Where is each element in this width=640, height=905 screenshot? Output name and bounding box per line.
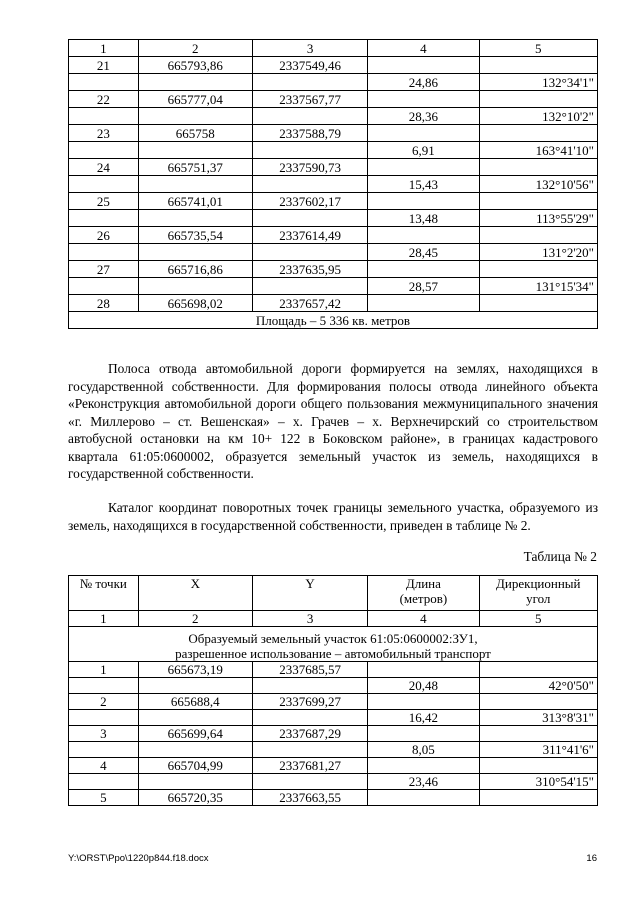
section-title-line1: Образуемый земельный участок 61:05:0600002:ЗУ1, [188,631,478,646]
length-cell: 20,48 [368,678,479,694]
point-number-cell [69,244,139,261]
header-angle-line2: угол [526,591,551,606]
x-coordinate-cell: 665735,54 [138,227,252,244]
direction-angle-cell [479,662,598,678]
y-coordinate-cell: 2337590,73 [252,159,367,176]
table-row [69,142,598,159]
column-number-cell: 5 [479,611,598,627]
table-row [69,210,598,227]
length-cell [368,295,479,312]
y-coordinate-cell [252,774,367,790]
y-coordinate-cell [252,678,367,694]
header-length-line1: Длина [405,576,441,591]
point-number-cell: 1 [69,662,139,678]
point-number-cell: 24 [69,159,139,176]
length-cell [368,694,479,710]
footer-page-number: 16 [586,853,597,864]
direction-angle-cell: 311°41'6" [479,742,598,758]
coordinates-table-2 [68,575,598,806]
x-coordinate-cell: 665716,86 [138,261,252,278]
table-column-numbers-row [69,40,598,57]
x-coordinate-cell [138,278,252,295]
table-row [69,678,598,694]
point-number-cell: 4 [69,758,139,774]
column-number-cell: 4 [368,40,479,57]
x-coordinate-cell [138,176,252,193]
x-coordinate-cell: 665720,35 [138,790,252,806]
x-coordinate-cell: 665758 [138,125,252,142]
y-coordinate-cell: 2337588,79 [252,125,367,142]
y-coordinate-cell: 2337614,49 [252,227,367,244]
point-number-cell [69,678,139,694]
header-length [368,576,479,611]
table-row [69,125,598,142]
table-row [69,193,598,210]
y-coordinate-cell [252,710,367,726]
length-cell: 16,42 [368,710,479,726]
length-cell [368,662,479,678]
y-coordinate-cell [252,244,367,261]
header-angle [479,576,598,611]
point-number-cell [69,176,139,193]
length-cell [368,159,479,176]
table-row [69,774,598,790]
area-total: Площадь – 5 336 кв. метров [69,312,598,329]
table-column-numbers-row [69,611,598,627]
point-number-cell: 25 [69,193,139,210]
y-coordinate-cell: 2337549,46 [252,57,367,74]
direction-angle-cell: 132°10'2" [479,108,598,125]
y-coordinate-cell: 2337699,27 [252,694,367,710]
column-number-cell: 1 [69,611,139,627]
section-title-line2: разрешенное использование – автомобильный транспорт [175,646,491,661]
point-number-cell [69,278,139,295]
table-section-row [69,627,598,662]
length-cell: 8,05 [368,742,479,758]
length-cell [368,790,479,806]
direction-angle-cell: 163°41'10" [479,142,598,159]
table-row [69,57,598,74]
direction-angle-cell: 131°2'20" [479,244,598,261]
table-row [69,710,598,726]
x-coordinate-cell [138,142,252,159]
table-row [69,176,598,193]
x-coordinate-cell: 665793,86 [138,57,252,74]
header-point-number: № точки [69,576,139,611]
point-number-cell: 28 [69,295,139,312]
direction-angle-cell [479,758,598,774]
x-coordinate-cell [138,210,252,227]
table-header-row [69,576,598,611]
x-coordinate-cell [138,108,252,125]
direction-angle-cell: 310°54'15" [479,774,598,790]
length-cell: 23,46 [368,774,479,790]
header-x: X [138,576,252,611]
x-coordinate-cell [138,678,252,694]
table-row [69,261,598,278]
length-cell [368,227,479,244]
x-coordinate-cell [138,74,252,91]
direction-angle-cell [479,295,598,312]
table-row [69,758,598,774]
direction-angle-cell [479,261,598,278]
x-coordinate-cell [138,710,252,726]
direction-angle-cell: 313°8'31" [479,710,598,726]
length-cell [368,193,479,210]
y-coordinate-cell: 2337657,42 [252,295,367,312]
point-number-cell [69,142,139,159]
direction-angle-cell [479,726,598,742]
direction-angle-cell [479,193,598,210]
x-coordinate-cell: 665688,4 [138,694,252,710]
y-coordinate-cell [252,74,367,91]
length-cell: 6,91 [368,142,479,159]
point-number-cell: 3 [69,726,139,742]
table-row [69,159,598,176]
footer-file-path: Y:\ORST\Ppo\1220p844.f18.docx [68,853,209,864]
table-row [69,726,598,742]
column-number-cell: 4 [368,611,479,627]
point-number-cell: 27 [69,261,139,278]
table-row [69,295,598,312]
y-coordinate-cell [252,742,367,758]
table-row [69,244,598,261]
point-number-cell: 22 [69,91,139,108]
table-row [69,108,598,125]
x-coordinate-cell: 665741,01 [138,193,252,210]
y-coordinate-cell [252,108,367,125]
length-cell: 28,57 [368,278,479,295]
table-caption: Таблица № 2 [523,549,597,564]
direction-angle-cell [479,790,598,806]
x-coordinate-cell [138,774,252,790]
point-number-cell: 23 [69,125,139,142]
length-cell [368,726,479,742]
header-y: Y [252,576,367,611]
length-cell [368,261,479,278]
y-coordinate-cell: 2337663,55 [252,790,367,806]
column-number-cell: 5 [479,40,598,57]
length-cell [368,91,479,108]
point-number-cell: 2 [69,694,139,710]
direction-angle-cell: 131°15'34" [479,278,598,295]
point-number-cell [69,710,139,726]
direction-angle-cell: 42°0'50" [479,678,598,694]
point-number-cell [69,742,139,758]
x-coordinate-cell: 665698,02 [138,295,252,312]
direction-angle-cell [479,694,598,710]
direction-angle-cell [479,57,598,74]
x-coordinate-cell [138,244,252,261]
direction-angle-cell [479,159,598,176]
table-row [69,662,598,678]
direction-angle-cell [479,227,598,244]
y-coordinate-cell: 2337681,27 [252,758,367,774]
column-number-cell: 3 [252,40,367,57]
length-cell [368,125,479,142]
column-number-cell: 2 [138,40,252,57]
point-number-cell [69,774,139,790]
coordinates-table-continued [68,39,598,329]
direction-angle-cell: 113°55'29" [479,210,598,227]
y-coordinate-cell: 2337685,57 [252,662,367,678]
y-coordinate-cell [252,210,367,227]
point-number-cell: 26 [69,227,139,244]
x-coordinate-cell: 665751,37 [138,159,252,176]
point-number-cell [69,74,139,91]
y-coordinate-cell [252,278,367,295]
x-coordinate-cell: 665699,64 [138,726,252,742]
table-row [69,694,598,710]
x-coordinate-cell: 665673,19 [138,662,252,678]
point-number-cell: 5 [69,790,139,806]
column-number-cell: 1 [69,40,139,57]
length-cell: 28,45 [368,244,479,261]
table-row [69,278,598,295]
point-number-cell [69,210,139,227]
direction-angle-cell: 132°10'56" [479,176,598,193]
header-angle-line1: Дирекционный [496,576,581,591]
paragraph-right-of-way: Полоса отвода автомобильной дороги формируется на землях, находящихся в государственной собственности. Для формирования полосы отвода линейного объекта «Реконструкция автомобильной дороги общего пользования межмуниципального значения «г. Миллерово – ст. Вешенская» – х. Грачев – х. Верхнечирский со строительством автобусной остановки на км 10+ 122 в Боковском районе», в границах кадастрового квартала 61:05:0600002, образуется земельный участок из земель, находящихся в государственной собственности. [68,361,598,481]
table-row [69,91,598,108]
point-number-cell [69,108,139,125]
length-cell: 28,36 [368,108,479,125]
length-cell [368,758,479,774]
y-coordinate-cell: 2337635,95 [252,261,367,278]
direction-angle-cell [479,125,598,142]
length-cell [368,57,479,74]
column-number-cell: 2 [138,611,252,627]
table-row [69,74,598,91]
table-row [69,790,598,806]
y-coordinate-cell: 2337602,17 [252,193,367,210]
y-coordinate-cell: 2337687,29 [252,726,367,742]
table-area-row [69,312,598,329]
point-number-cell: 21 [69,57,139,74]
direction-angle-cell [479,91,598,108]
y-coordinate-cell [252,142,367,159]
length-cell: 15,43 [368,176,479,193]
paragraph-catalog: Каталог координат поворотных точек границы земельного участка, образуемого из земель, находящихся в государственной собственности, приведен в таблице № 2. [68,500,598,533]
direction-angle-cell: 132°34'1" [479,74,598,91]
y-coordinate-cell [252,176,367,193]
column-number-cell: 3 [252,611,367,627]
section-title [69,627,598,662]
table-row [69,742,598,758]
header-length-line2: (метров) [399,591,448,606]
length-cell: 24,86 [368,74,479,91]
x-coordinate-cell [138,742,252,758]
x-coordinate-cell: 665704,99 [138,758,252,774]
y-coordinate-cell: 2337567,77 [252,91,367,108]
x-coordinate-cell: 665777,04 [138,91,252,108]
table-row [69,227,598,244]
length-cell: 13,48 [368,210,479,227]
